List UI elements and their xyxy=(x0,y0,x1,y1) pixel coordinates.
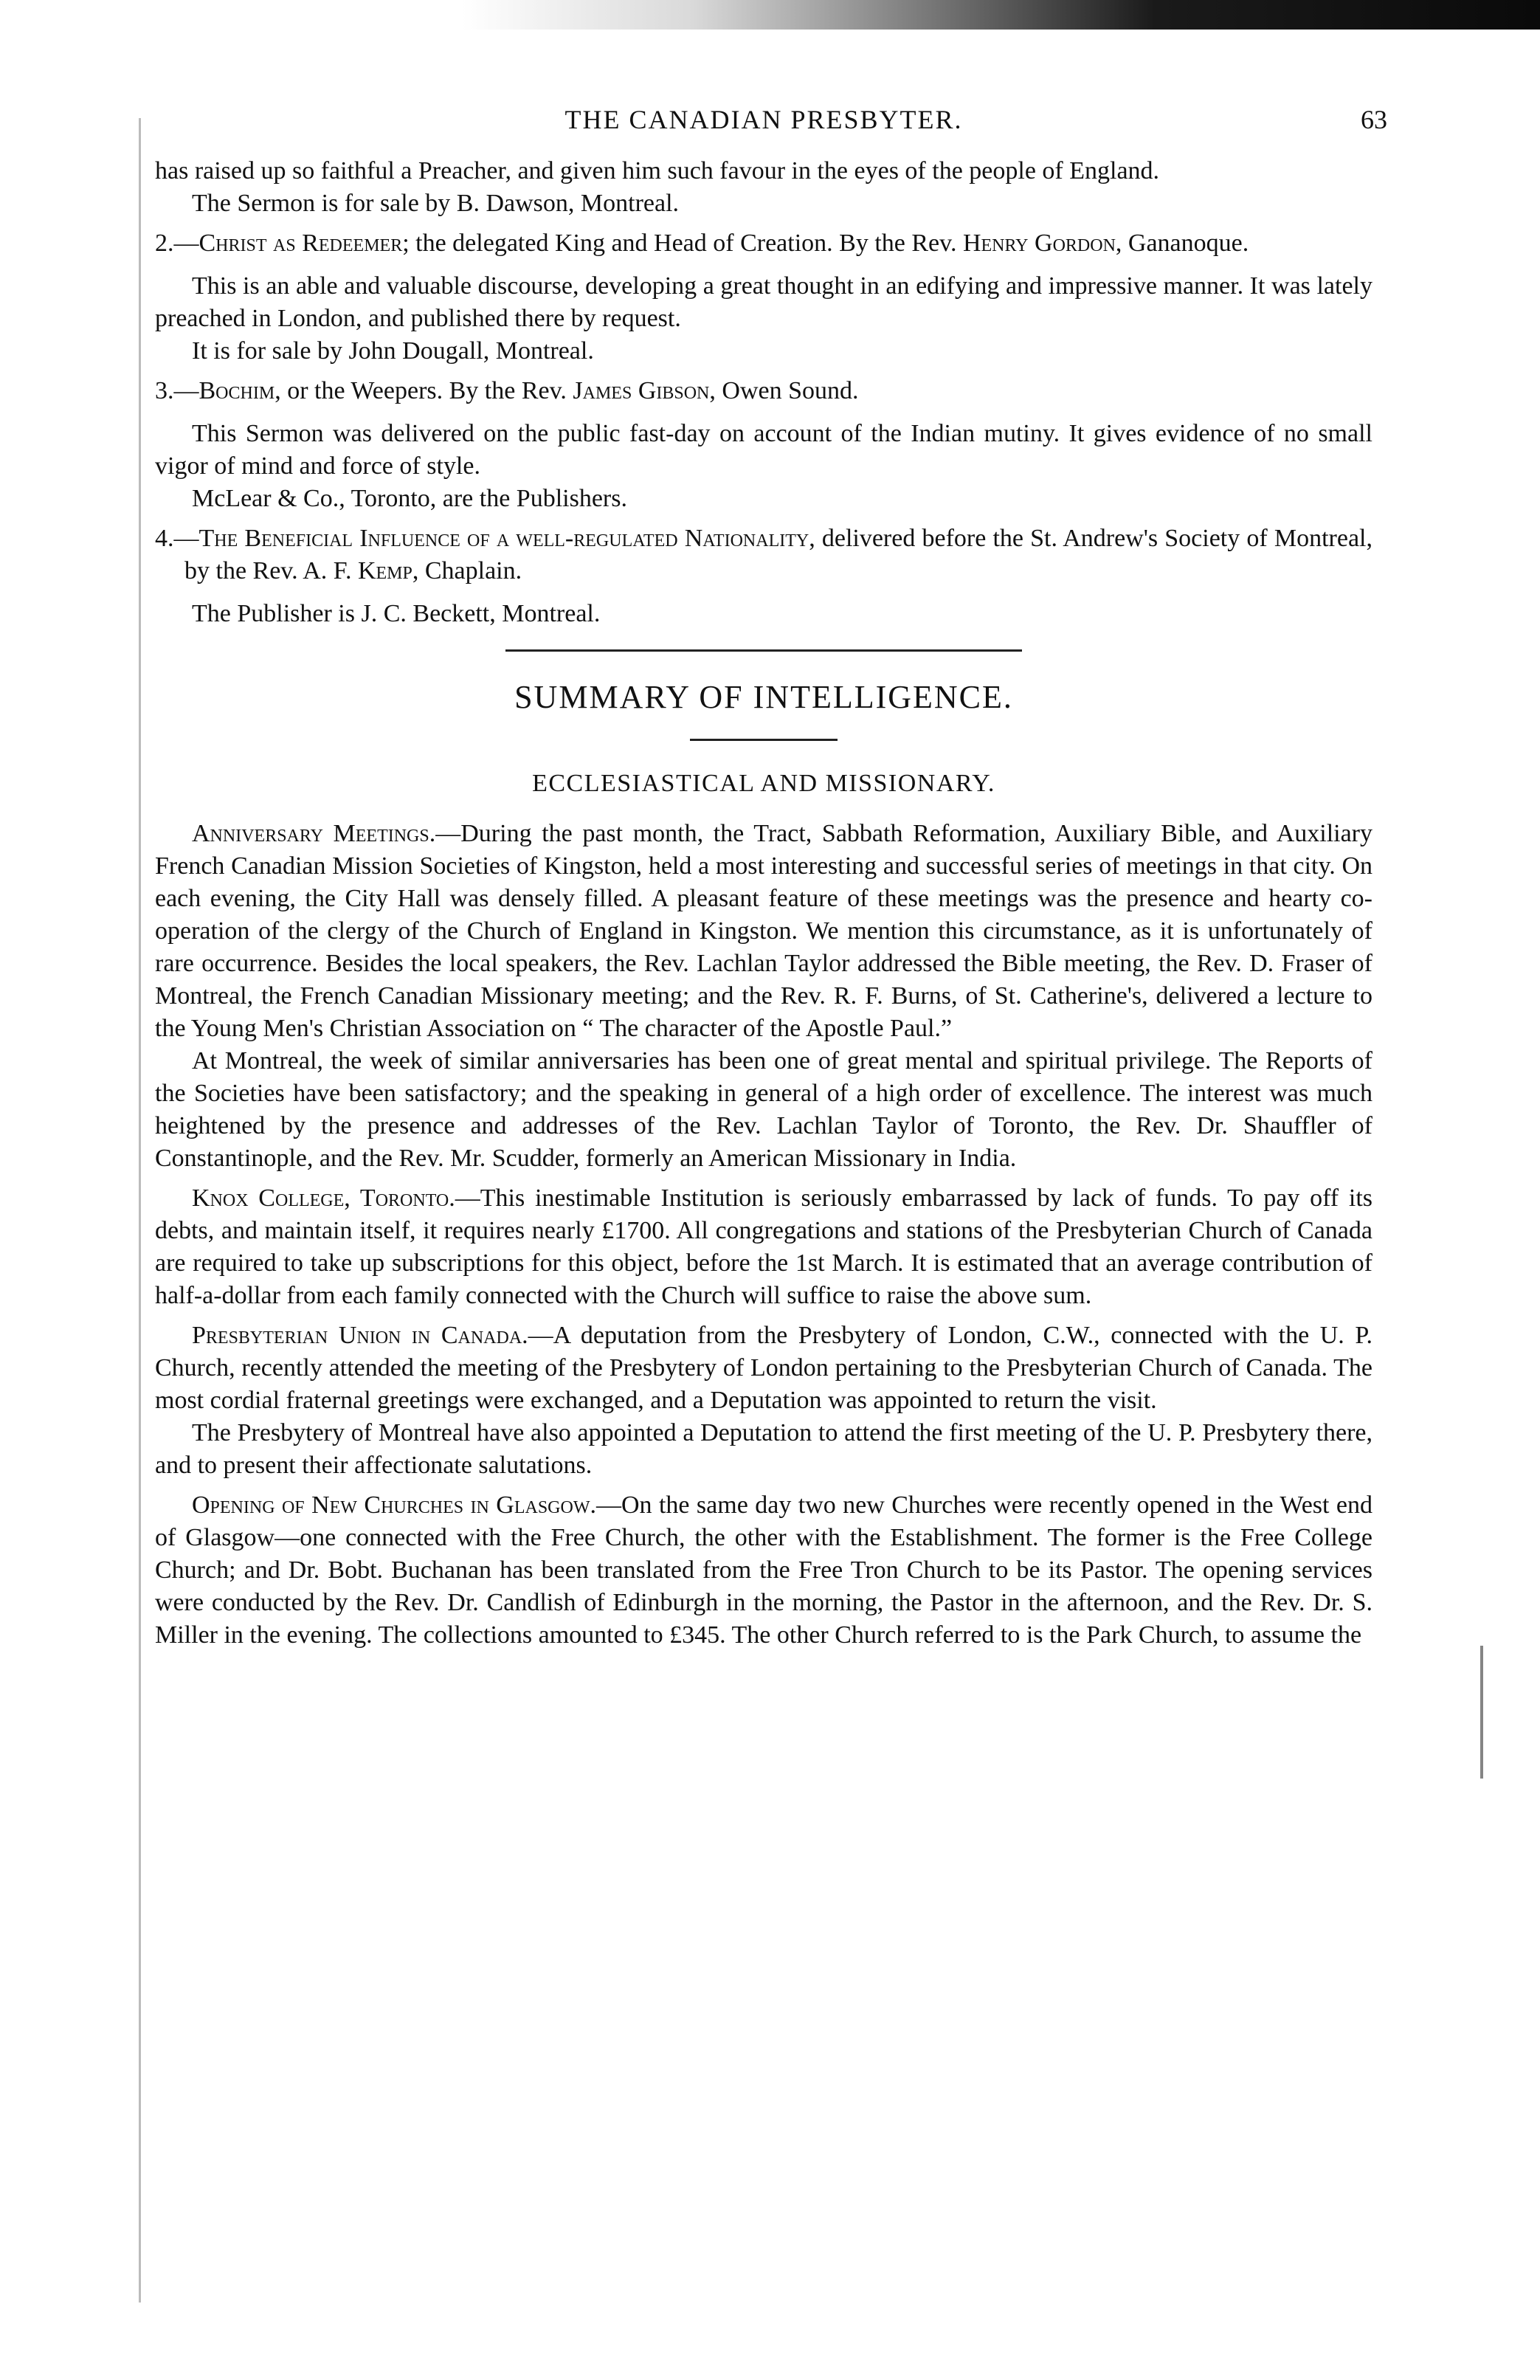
notice-author: Kemp xyxy=(357,557,412,584)
notice-number: 3.— xyxy=(155,377,199,404)
notice-3 xyxy=(155,375,1372,515)
notice-details: , delivered before the St. Andrew's Society of Montreal, by the Rev. A. F. xyxy=(184,525,1372,584)
notice-place: , Owen Sound. xyxy=(709,377,859,404)
article-lead: Anniversary Meetings. xyxy=(192,820,436,847)
subsection-title: ECCLESIASTICAL AND MISSIONARY. xyxy=(532,770,995,797)
article-text: —During the past month, the Tract, Sabbath Reformation, Auxiliary Bible, and Auxiliary French Canadian Mission Societies of Kingston, held a most interesting and successful series of meetings in that city. On each evening, the City Hall was densely filled. A pleasant feature of these meetings was the presence and hearty co-operation of the clergy of the Church of England in Kingston. We mention this circumstance, as it is unfortunately of rare occurrence. Besides the local speakers, the Rev. Lachlan Taylor addressed the Bible meeting, the Rev. D. Fraser of Montreal, the French Canadian Missionary meeting; and the Rev. R. F. Burns, of St. Catherine's, delivered a lecture to the Young Men's Christian Association on “ The character of the Apostle Paul.” xyxy=(155,820,1372,1042)
notice-number: 2.— xyxy=(155,230,199,257)
article-lead: Opening of New Churches in Glasgow. xyxy=(192,1491,596,1519)
running-head xyxy=(155,103,1387,155)
notice-sale: It is for sale by John Dougall, Montreal. xyxy=(192,337,594,365)
notice-title: The Beneficial Influence of a well-regulated Nationality xyxy=(198,525,809,552)
article-presbyterian-union xyxy=(155,1320,1372,1482)
notice-2 xyxy=(155,227,1372,368)
running-title: THE CANADIAN PRESBYTER. xyxy=(564,105,963,134)
article-text: —This inestimable Institution is seriously embarrassed by lack of funds. To pay off its debts, and maintain itself, it requires nearly £1700. All congregations and stations of the Presbyterian Church of Canada are required to take up subscriptions for this object, before the 1st March. It is estimated that an average contribution of half-a-dollar from each family connected with the Church will suffice to raise the above sum. xyxy=(155,1184,1373,1309)
notice-author: James Gibson xyxy=(573,377,710,404)
notice-body: This Sermon was delivered on the public fast-day on account of the Indian mutiny. It gives evidence of no small vigor of mind and force of style. xyxy=(155,420,1372,480)
notice-author: Henry Gordon, xyxy=(962,230,1122,257)
notice-title: Christ as Redeemer xyxy=(198,230,403,257)
notice-4 xyxy=(155,522,1372,630)
notice-details: ; the delegated King and Head of Creation. By the Rev. xyxy=(402,230,963,257)
notice-number: 4.— xyxy=(155,525,199,552)
page-number: 63 xyxy=(1361,105,1387,134)
notice-sale: McLear & Co., Toronto, are the Publishers. xyxy=(192,485,627,512)
scan-top-band xyxy=(0,0,1540,30)
article-glasgow-churches xyxy=(155,1489,1372,1652)
notice-heading xyxy=(155,375,1372,407)
notice-body: This is an able and valuable discourse, developing a great thought in an edifying and impressive manner. It was lately preached in London, and published there by request. xyxy=(155,272,1372,332)
article-followup: At Montreal, the week of similar anniversaries has been one of great mental and spiritual privilege. The Reports of the Societies have been satisfactory; and the speaking in general of a high order of excellence. The interest was much heightened by the presence and addresses of the Rev. Lachlan Taylor of Toronto, the Rev. Dr. Shauffler of Constantinople, and the Rev. Mr. Scudder, formerly an American Missionary in India. xyxy=(155,1047,1372,1172)
divider-rule xyxy=(505,649,1022,652)
article-followup: The Presbytery of Montreal have also appointed a Deputation to attend the first meeting of the U. P. Presbytery there, and to present their affectionate salutations. xyxy=(155,1419,1372,1479)
short-divider-rule xyxy=(690,739,838,741)
article-paragraph xyxy=(155,1182,1372,1312)
article-lead: Presbyterian Union in Canada. xyxy=(192,1322,528,1349)
carry-over-sale: The Sermon is for sale by B. Dawson, Montreal. xyxy=(192,190,680,217)
article-anniversary-meetings xyxy=(155,818,1372,1175)
scan-left-edge xyxy=(139,118,141,2303)
scan-right-mark xyxy=(1480,1646,1483,1779)
notice-heading xyxy=(155,227,1372,260)
notice-place: , Chaplain. xyxy=(412,557,522,584)
notice-heading xyxy=(155,522,1372,587)
notice-title: Bochim xyxy=(198,377,275,404)
article-paragraph xyxy=(155,1489,1372,1652)
carry-over-text: has raised up so faithful a Preacher, and given him such favour in the eyes of the people of England. xyxy=(155,157,1160,184)
article-text: —A deputation from the Presbytery of London, C.W., connected with the U. P. Church, recently attended the meeting of the Presbytery of London pertaining to the Presbyterian Church of Canada. The most cordial fraternal greetings were exchanged, and a Deputation was appointed to return the visit. xyxy=(155,1322,1372,1414)
article-paragraph xyxy=(155,818,1372,1045)
article-lead: Knox College, Toronto. xyxy=(192,1184,455,1212)
article-knox-college xyxy=(155,1182,1372,1312)
article-text: —On the same day two new Churches were recently opened in the West end of Glasgow—one connected with the Free Church, the other with the Establishment. The former is the Free College Church; and Dr. Bobt. Buchanan has been translated from the Free Tron Church to be its Pastor. The opening services were conducted by the Rev. Dr. Candlish of Edinburgh in the morning, the Pastor in the afternoon, and the Rev. Dr. S. Miller in the evening. The collections amounted to £345. The other Church referred to is the Park Church, to assume the xyxy=(155,1491,1373,1649)
section-title: SUMMARY OF INTELLIGENCE. xyxy=(514,679,1013,715)
article-paragraph xyxy=(155,1320,1372,1417)
notice-place: Gananoque. xyxy=(1122,230,1249,257)
notice-sale: The Publisher is J. C. Beckett, Montreal. xyxy=(192,600,601,627)
page-content xyxy=(155,103,1387,1652)
notice-details: , or the Weepers. By the Rev. xyxy=(274,377,573,404)
